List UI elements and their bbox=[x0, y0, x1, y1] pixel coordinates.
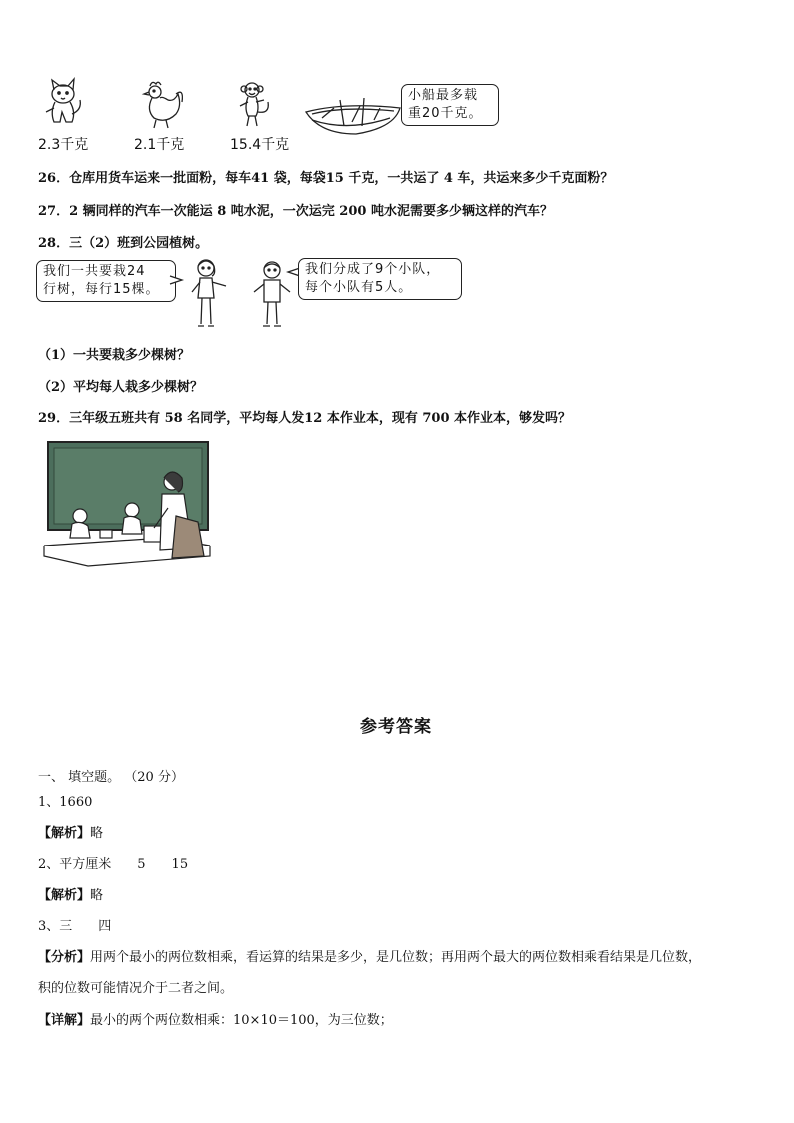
question-26: 26．仓库用货车运来一批面粉，每车41 袋，每袋15 千克，一共运了 4 车，共运来多少千克面粉？ bbox=[38, 171, 614, 186]
answer-1-analysis-text: 略 bbox=[90, 826, 104, 841]
answer-2-analysis-text: 略 bbox=[90, 888, 104, 903]
monkey-weight-label: 15.4千克 bbox=[230, 137, 290, 153]
question-28: 28．三（2）班到公园植树。 bbox=[38, 236, 209, 251]
girl-illustration-icon bbox=[186, 258, 230, 330]
question-28-sub1: （1）一共要栽多少棵树？ bbox=[38, 348, 191, 363]
cat-illustration-icon bbox=[40, 78, 90, 130]
boy-speech-bubble bbox=[298, 258, 462, 300]
girl-speech-bubble bbox=[36, 260, 176, 302]
girl-bubble-line1: 我们一共要栽24 bbox=[43, 264, 146, 279]
classroom-illustration-icon bbox=[44, 438, 212, 568]
boat-bubble-line1: 小船最多载 bbox=[408, 88, 479, 103]
cat-weight-label: 2.3千克 bbox=[38, 137, 89, 153]
girl-bubble-line2: 行树，每行15棵。 bbox=[43, 282, 160, 297]
answers-section1: 一、 填空题。 （20 分） bbox=[38, 770, 184, 785]
answer-2: 2、平方厘米 5 15 bbox=[38, 857, 189, 872]
answer-1-analysis bbox=[38, 822, 103, 841]
boy-bubble-line2: 每个小队有5人。 bbox=[305, 280, 413, 295]
boat-speech-bubble bbox=[401, 84, 499, 126]
answer-3-fenxi-line1: 用两个最小的两位数相乘，看运算的结果是多少，是几位数；再用两个最大的两位数相乘看结果是几位数， bbox=[90, 950, 702, 965]
boy-bubble-line1: 我们分成了9个小队， bbox=[305, 262, 441, 277]
question-29: 29．三年级五班共有 58 名同学，平均每人发12 本作业本，现有 700 本作业本，够发吗？ bbox=[38, 411, 572, 426]
question-27: 27．2 辆同样的汽车一次能运 8 吨水泥，一次运完 200 吨水泥需要多少辆这样的汽车？ bbox=[38, 204, 553, 219]
bubble-tail-girl bbox=[170, 274, 184, 286]
answer-3-xiangjie-tag: 【详解】 bbox=[38, 1013, 91, 1028]
answer-1-analysis-tag: 【解析】 bbox=[38, 826, 91, 841]
boat-bubble-line2: 重20千克。 bbox=[408, 106, 483, 121]
monkey-illustration-icon bbox=[238, 80, 288, 132]
answer-3-fenxi-line2: 积的位数可能情况介于二者之间。 bbox=[38, 981, 234, 996]
answer-2-analysis-tag: 【解析】 bbox=[38, 888, 91, 903]
answer-3-xiangjie-text: 最小的两个两位数相乘：10×10＝100，为三位数； bbox=[90, 1013, 393, 1028]
answer-3-fenxi-tag: 【分析】 bbox=[38, 950, 91, 965]
answer-1: 1、1660 bbox=[38, 795, 93, 810]
boat-illustration-icon bbox=[304, 96, 404, 138]
answer-3-fenxi bbox=[38, 946, 701, 965]
answers-title: 参考答案 bbox=[360, 717, 432, 737]
chicken-illustration-icon bbox=[138, 78, 188, 130]
chicken-weight-label: 2.1千克 bbox=[134, 137, 185, 153]
question-28-sub2: （2）平均每人栽多少棵树？ bbox=[38, 380, 204, 395]
answer-3: 3、三 四 bbox=[38, 919, 112, 934]
answer-2-analysis bbox=[38, 884, 103, 903]
answer-3-xiangjie bbox=[38, 1009, 393, 1028]
